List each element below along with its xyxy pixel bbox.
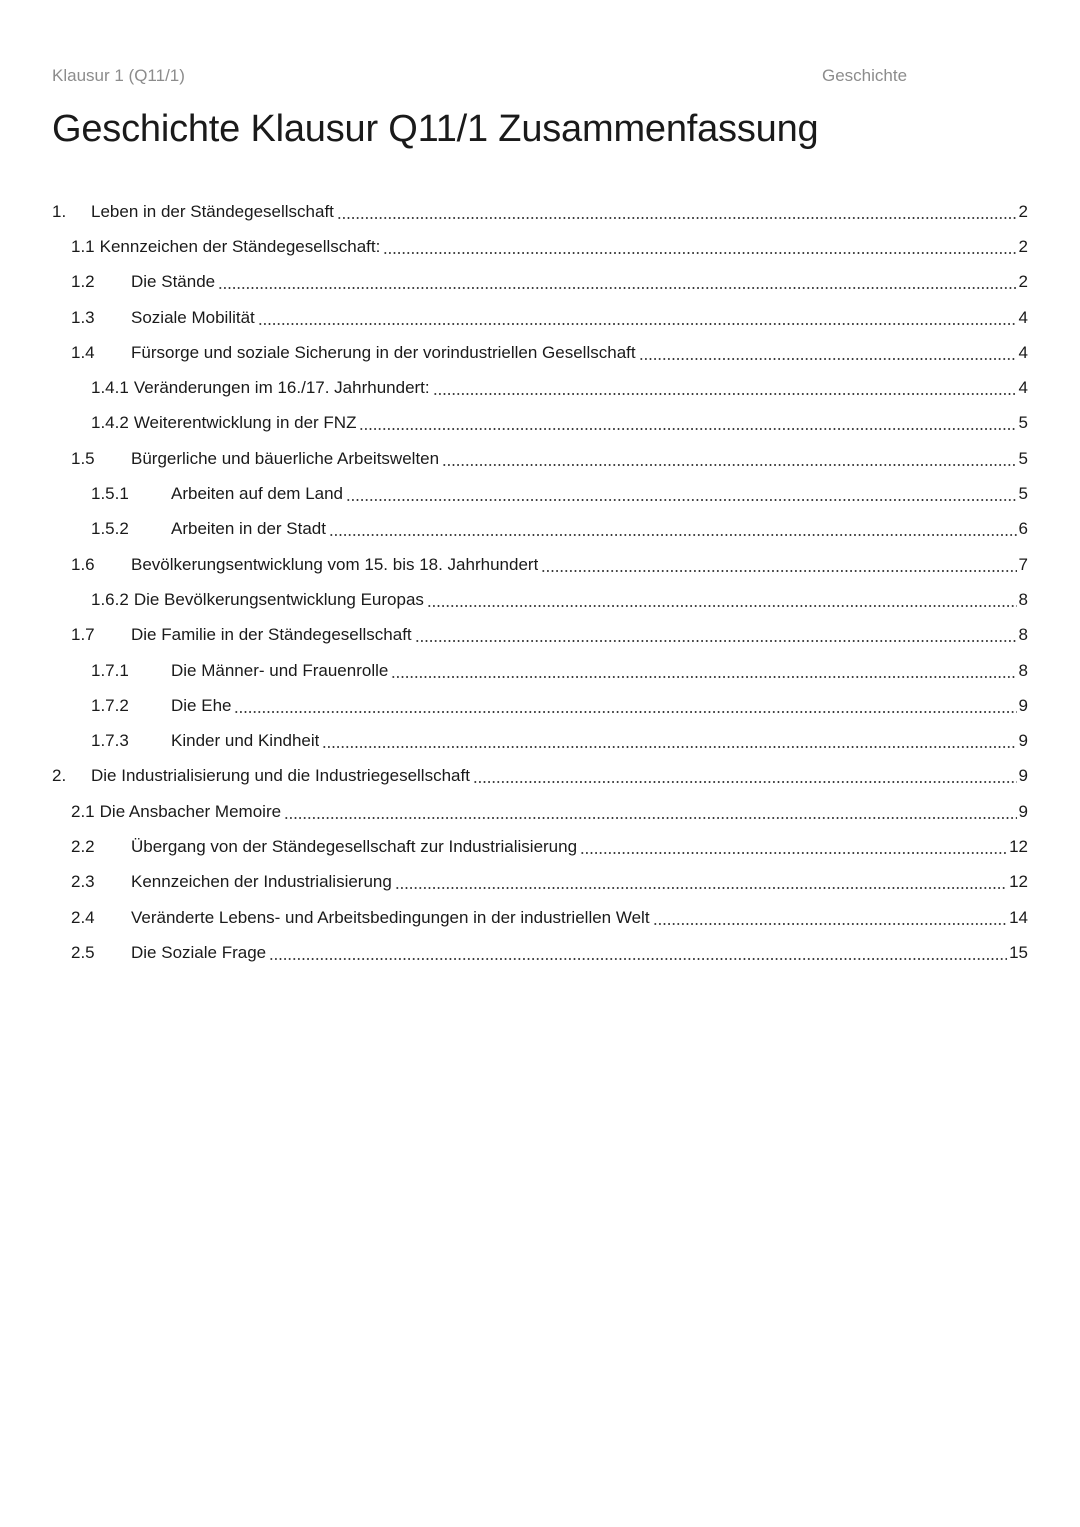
toc-entry[interactable] (52, 618, 1028, 653)
toc-entry-label: Fürsorge und soziale Sicherung in der vorindustriellen Gesellschaft (131, 342, 636, 362)
toc-entry[interactable] (52, 653, 1028, 688)
toc-entry[interactable] (52, 829, 1028, 864)
toc-entry-label: Veränderte Lebens- und Arbeitsbedingungen in der industriellen Welt (131, 907, 650, 927)
toc-entry[interactable] (52, 547, 1028, 582)
toc-dot-leader (284, 817, 1016, 819)
toc-entry-label: Bevölkerungsentwicklung vom 15. bis 18. Jahrhundert (131, 554, 539, 574)
toc-entry[interactable] (52, 265, 1028, 300)
toc-entry-number: 1.7 (71, 625, 95, 645)
toc-entry-page: 12 (1009, 836, 1028, 856)
toc-entry-label: Die Ehe (171, 695, 232, 715)
toc-entry-label: Bürgerliche und bäuerliche Arbeitswelten (131, 448, 440, 468)
toc-entry-label: Veränderungen im 16./17. Jahrhundert: (133, 378, 430, 398)
toc-entry-number: 1.5.1 (91, 484, 129, 504)
toc-dot-leader (234, 711, 1016, 713)
toc-entry-number: 2.4 (71, 907, 95, 927)
toc-entry-number: 1.4 (71, 342, 95, 362)
toc-entry-label: Die Männer- und Frauenrolle (171, 660, 389, 680)
toc-entry-label: Arbeiten auf dem Land (171, 484, 344, 504)
toc-entry[interactable] (52, 512, 1028, 547)
toc-dot-leader (473, 781, 1017, 783)
toc-entry-page: 5 (1018, 448, 1028, 468)
toc-entry-page: 8 (1018, 589, 1028, 609)
header-course: Klausur 1 (Q11/1) (52, 66, 185, 85)
toc-dot-leader (383, 252, 1016, 254)
toc-entry-label: Kinder und Kindheit (171, 731, 320, 751)
toc-entry-number: 1.3 (71, 307, 95, 327)
toc-entry[interactable] (52, 900, 1028, 935)
toc-entry-page: 2 (1018, 272, 1028, 292)
document-title: Geschichte Klausur Q11/1 Zusammenfassung (52, 108, 819, 150)
toc-entry[interactable] (52, 582, 1028, 617)
toc-entry[interactable] (52, 723, 1028, 758)
toc-dot-leader (391, 676, 1016, 678)
toc-entry[interactable] (52, 688, 1028, 723)
toc-entry-page: 8 (1018, 625, 1028, 645)
toc-entry-number: 1.2 (71, 272, 95, 292)
toc-entry[interactable] (52, 406, 1028, 441)
toc-entry-page: 15 (1009, 942, 1028, 962)
toc-entry-label: Kennzeichen der Industrialisierung (131, 872, 392, 892)
table-of-contents (52, 194, 1028, 971)
toc-dot-leader (580, 852, 1007, 854)
toc-entry-page: 7 (1018, 554, 1028, 574)
toc-entry-number: 2.5 (71, 942, 95, 962)
toc-entry-page: 9 (1018, 766, 1028, 786)
toc-dot-leader (359, 428, 1016, 430)
toc-entry-page: 2 (1018, 201, 1028, 221)
toc-entry[interactable] (52, 759, 1028, 794)
toc-entry-number: 2.1 (71, 801, 95, 821)
toc-entry[interactable] (52, 476, 1028, 511)
toc-entry-label: Die Familie in der Ständegesellschaft (131, 625, 412, 645)
toc-entry[interactable] (52, 300, 1028, 335)
toc-entry-label: Soziale Mobilität (131, 307, 255, 327)
toc-entry[interactable] (52, 794, 1028, 829)
toc-entry-number: 2.3 (71, 872, 95, 892)
toc-entry-label: Kennzeichen der Ständegesellschaft: (99, 236, 381, 256)
toc-dot-leader (433, 393, 1017, 395)
toc-entry-number: 2. (52, 766, 67, 786)
toc-dot-leader (322, 746, 1016, 748)
toc-entry-page: 4 (1018, 378, 1028, 398)
toc-entry-page: 8 (1018, 660, 1028, 680)
toc-entry-label: Arbeiten in der Stadt (171, 519, 326, 539)
toc-entry-number: 1.4.1 (91, 378, 129, 398)
toc-dot-leader (346, 499, 1017, 501)
toc-entry-page: 14 (1009, 907, 1028, 927)
toc-entry[interactable] (52, 194, 1028, 229)
toc-entry-page: 5 (1018, 413, 1028, 433)
toc-entry-number: 1.6.2 (91, 589, 129, 609)
toc-entry[interactable] (52, 335, 1028, 370)
toc-entry-label: Weiterentwicklung in der FNZ (133, 413, 357, 433)
toc-dot-leader (639, 358, 1017, 360)
toc-entry-label: Die Industrialisierung und die Industriegesellschaft (91, 766, 470, 786)
toc-entry[interactable] (52, 935, 1028, 970)
toc-entry-number: 1. (52, 201, 67, 221)
toc-entry-page: 6 (1018, 519, 1028, 539)
toc-dot-leader (427, 605, 1017, 607)
toc-entry-label: Die Ansbacher Memoire (99, 801, 282, 821)
toc-entry-label: Die Stände (131, 272, 216, 292)
toc-dot-leader (218, 287, 1016, 289)
toc-entry-page: 9 (1018, 801, 1028, 821)
toc-entry-number: 1.7.2 (91, 695, 129, 715)
toc-entry-page: 4 (1018, 307, 1028, 327)
toc-entry[interactable] (52, 441, 1028, 476)
toc-entry-page: 12 (1009, 872, 1028, 892)
toc-entry-label: Übergang von der Ständegesellschaft zur Industrialisierung (131, 836, 578, 856)
toc-dot-leader (258, 323, 1017, 325)
toc-dot-leader (269, 958, 1007, 960)
toc-entry-label: Die Bevölkerungsentwicklung Europas (133, 589, 424, 609)
toc-entry-page: 9 (1018, 731, 1028, 751)
toc-entry-page: 4 (1018, 342, 1028, 362)
toc-entry-number: 1.7.3 (91, 731, 129, 751)
toc-entry-page: 2 (1018, 236, 1028, 256)
header-subject: Geschichte (822, 66, 908, 85)
toc-entry-number: 1.1 (71, 236, 95, 256)
toc-entry-number: 1.5.2 (91, 519, 129, 539)
toc-entry-label: Leben in der Ständegesellschaft (91, 201, 334, 221)
toc-dot-leader (395, 887, 1007, 889)
toc-entry[interactable] (52, 229, 1028, 264)
toc-dot-leader (337, 217, 1017, 219)
toc-entry-number: 1.5 (71, 448, 95, 468)
toc-entry-number: 1.6 (71, 554, 95, 574)
toc-entry[interactable] (52, 370, 1028, 405)
toc-dot-leader (541, 570, 1016, 572)
toc-entry-page: 9 (1018, 695, 1028, 715)
toc-entry-number: 2.2 (71, 836, 95, 856)
toc-dot-leader (329, 534, 1017, 536)
toc-dot-leader (653, 923, 1008, 925)
toc-entry-page: 5 (1018, 484, 1028, 504)
toc-entry-number: 1.4.2 (91, 413, 129, 433)
toc-entry-number: 1.7.1 (91, 660, 129, 680)
toc-entry[interactable] (52, 865, 1028, 900)
toc-entry-label: Die Soziale Frage (131, 942, 267, 962)
toc-dot-leader (442, 464, 1016, 466)
toc-dot-leader (415, 640, 1017, 642)
